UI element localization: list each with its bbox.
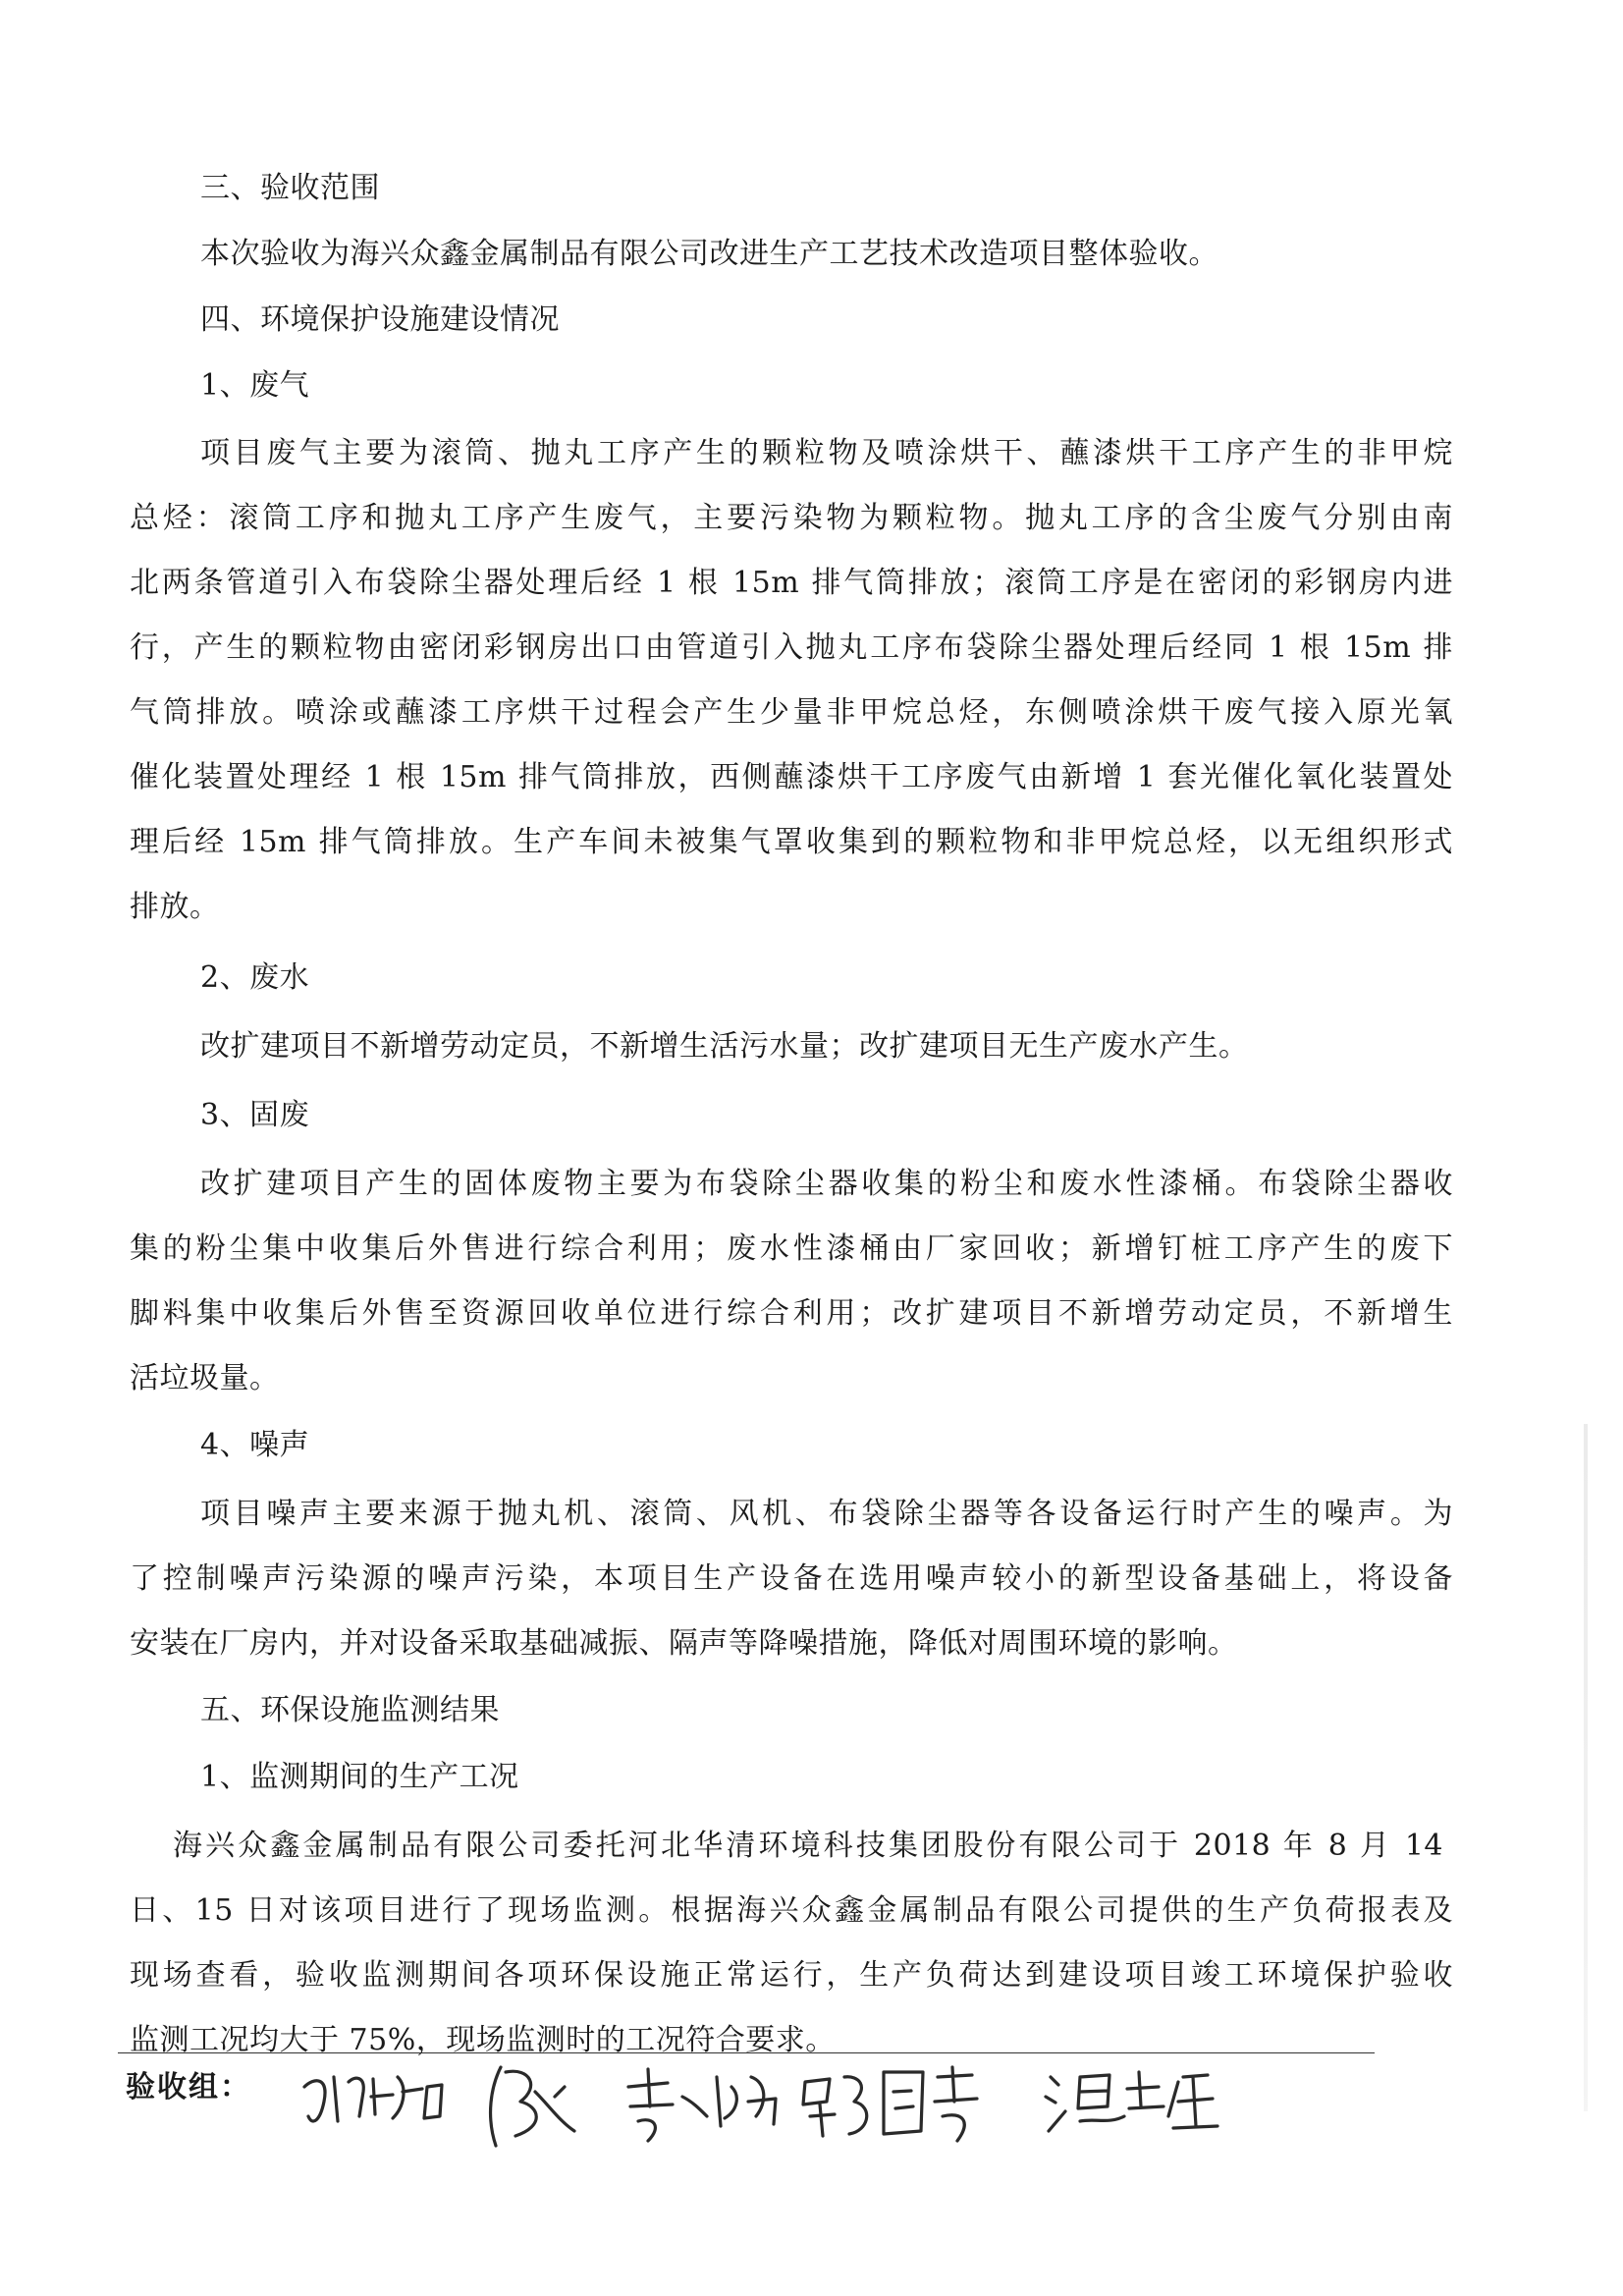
paragraph-line: 项目废气主要为滚筒、抛丸工序产生的颗粒物及喷涂烘干、蘸漆烘干工序产生的非甲烷 bbox=[200, 436, 1453, 470]
paragraph-line: 活垃圾量。 bbox=[130, 1361, 280, 1395]
paragraph-line: 海兴众鑫金属制品有限公司委托河北华清环境科技集团股份有限公司于 2018 年 8 月 14 bbox=[173, 1829, 1443, 1863]
paragraph-line: 总烃：滚筒工序和抛丸工序产生废气，主要污染物为颗粒物。抛丸工序的含尘废气分别由南 bbox=[130, 501, 1453, 535]
signature-5 bbox=[1046, 2072, 1217, 2131]
paragraph-line: 现场查看，验收监测期间各项环保设施正常运行，生产负荷达到建设项目竣工环境保护验收 bbox=[130, 1958, 1453, 1993]
paragraph-line: 改扩建项目不新增劳动定员，不新增生活污水量；改扩建项目无生产废水产生。 bbox=[200, 1029, 1249, 1064]
paragraph-line: 项目噪声主要来源于抛丸机、滚筒、风机、布袋除尘器等各设备运行时产生的噪声。为 bbox=[200, 1497, 1453, 1531]
signature-3 bbox=[628, 2069, 776, 2141]
paragraph-line: 安装在厂房内，并对设备采取基础减振、隔声等降噪措施，降低对周围环境的影响。 bbox=[130, 1626, 1238, 1661]
paragraph-line: 本次验收为海兴众鑫金属制品有限公司改进生产工艺技术改造项目整体验收。 bbox=[200, 237, 1218, 271]
paragraph-line: 催化装置处理经 1 根 15m 排气筒排放，西侧蘸漆烘干工序废气由新增 1 套光催化氧化装置处 bbox=[130, 760, 1453, 794]
subsection-heading: 2、废水 bbox=[200, 960, 310, 995]
paragraph-line: 了控制噪声污染源的噪声污染，本项目生产设备在选用噪声较小的新型设备基础上，将设备 bbox=[130, 1561, 1453, 1596]
subsection-heading: 1、监测期间的生产工况 bbox=[200, 1760, 519, 1794]
scan-margin-mark bbox=[1584, 1424, 1588, 2111]
paragraph-line: 行，产生的颗粒物由密闭彩钢房出口由管道引入抛丸工序布袋除尘器处理后经同 1 根 15m 排 bbox=[130, 630, 1453, 665]
paragraph-line: 监测工况均大于 75%，现场监测时的工况符合要求。 bbox=[130, 2023, 836, 2057]
paragraph-line: 排放。 bbox=[130, 890, 220, 924]
paragraph-line: 日、15 日对该项目进行了现场监测。根据海兴众鑫金属制品有限公司提供的生产负荷报表及 bbox=[130, 1893, 1453, 1928]
subsection-heading: 3、固废 bbox=[200, 1098, 310, 1132]
subsection-heading: 4、噪声 bbox=[200, 1428, 310, 1462]
subsection-heading: 1、废气 bbox=[200, 368, 310, 403]
signature-1 bbox=[304, 2077, 442, 2121]
paragraph-line: 集的粉尘集中收集后外售进行综合利用；废水性漆桶由厂家回收；新增钉桩工序产生的废下 bbox=[130, 1231, 1453, 1266]
paragraph-line: 改扩建项目产生的固体废物主要为布袋除尘器收集的粉尘和废水性漆桶。布袋除尘器收 bbox=[200, 1167, 1453, 1201]
section-heading: 四、环境保护设施建设情况 bbox=[200, 302, 560, 337]
handwritten-signatures bbox=[295, 2048, 1335, 2165]
paragraph-line: 北两条管道引入布袋除尘器处理后经 1 根 15m 排气筒排放；滚筒工序是在密闭的彩钢房内进 bbox=[130, 566, 1453, 600]
paragraph-line: 气筒排放。喷涂或蘸漆工序烘干过程会产生少量非甲烷总烃，东侧喷涂烘干废气接入原光氧 bbox=[130, 695, 1453, 730]
section-heading: 三、验收范围 bbox=[200, 171, 380, 205]
section-heading: 五、环保设施监测结果 bbox=[200, 1693, 500, 1727]
signature-2 bbox=[491, 2067, 574, 2146]
paragraph-line: 脚料集中收集后外售至资源回收单位进行综合利用；改扩建项目不新增劳动定员，不新增生 bbox=[130, 1296, 1453, 1331]
paragraph-line: 理后经 15m 排气筒排放。生产车间未被集气罩收集到的颗粒物和非甲烷总烃，以无组织形式 bbox=[130, 825, 1453, 859]
signature-4 bbox=[803, 2067, 977, 2141]
signature-label: 验收组： bbox=[126, 2070, 251, 2105]
